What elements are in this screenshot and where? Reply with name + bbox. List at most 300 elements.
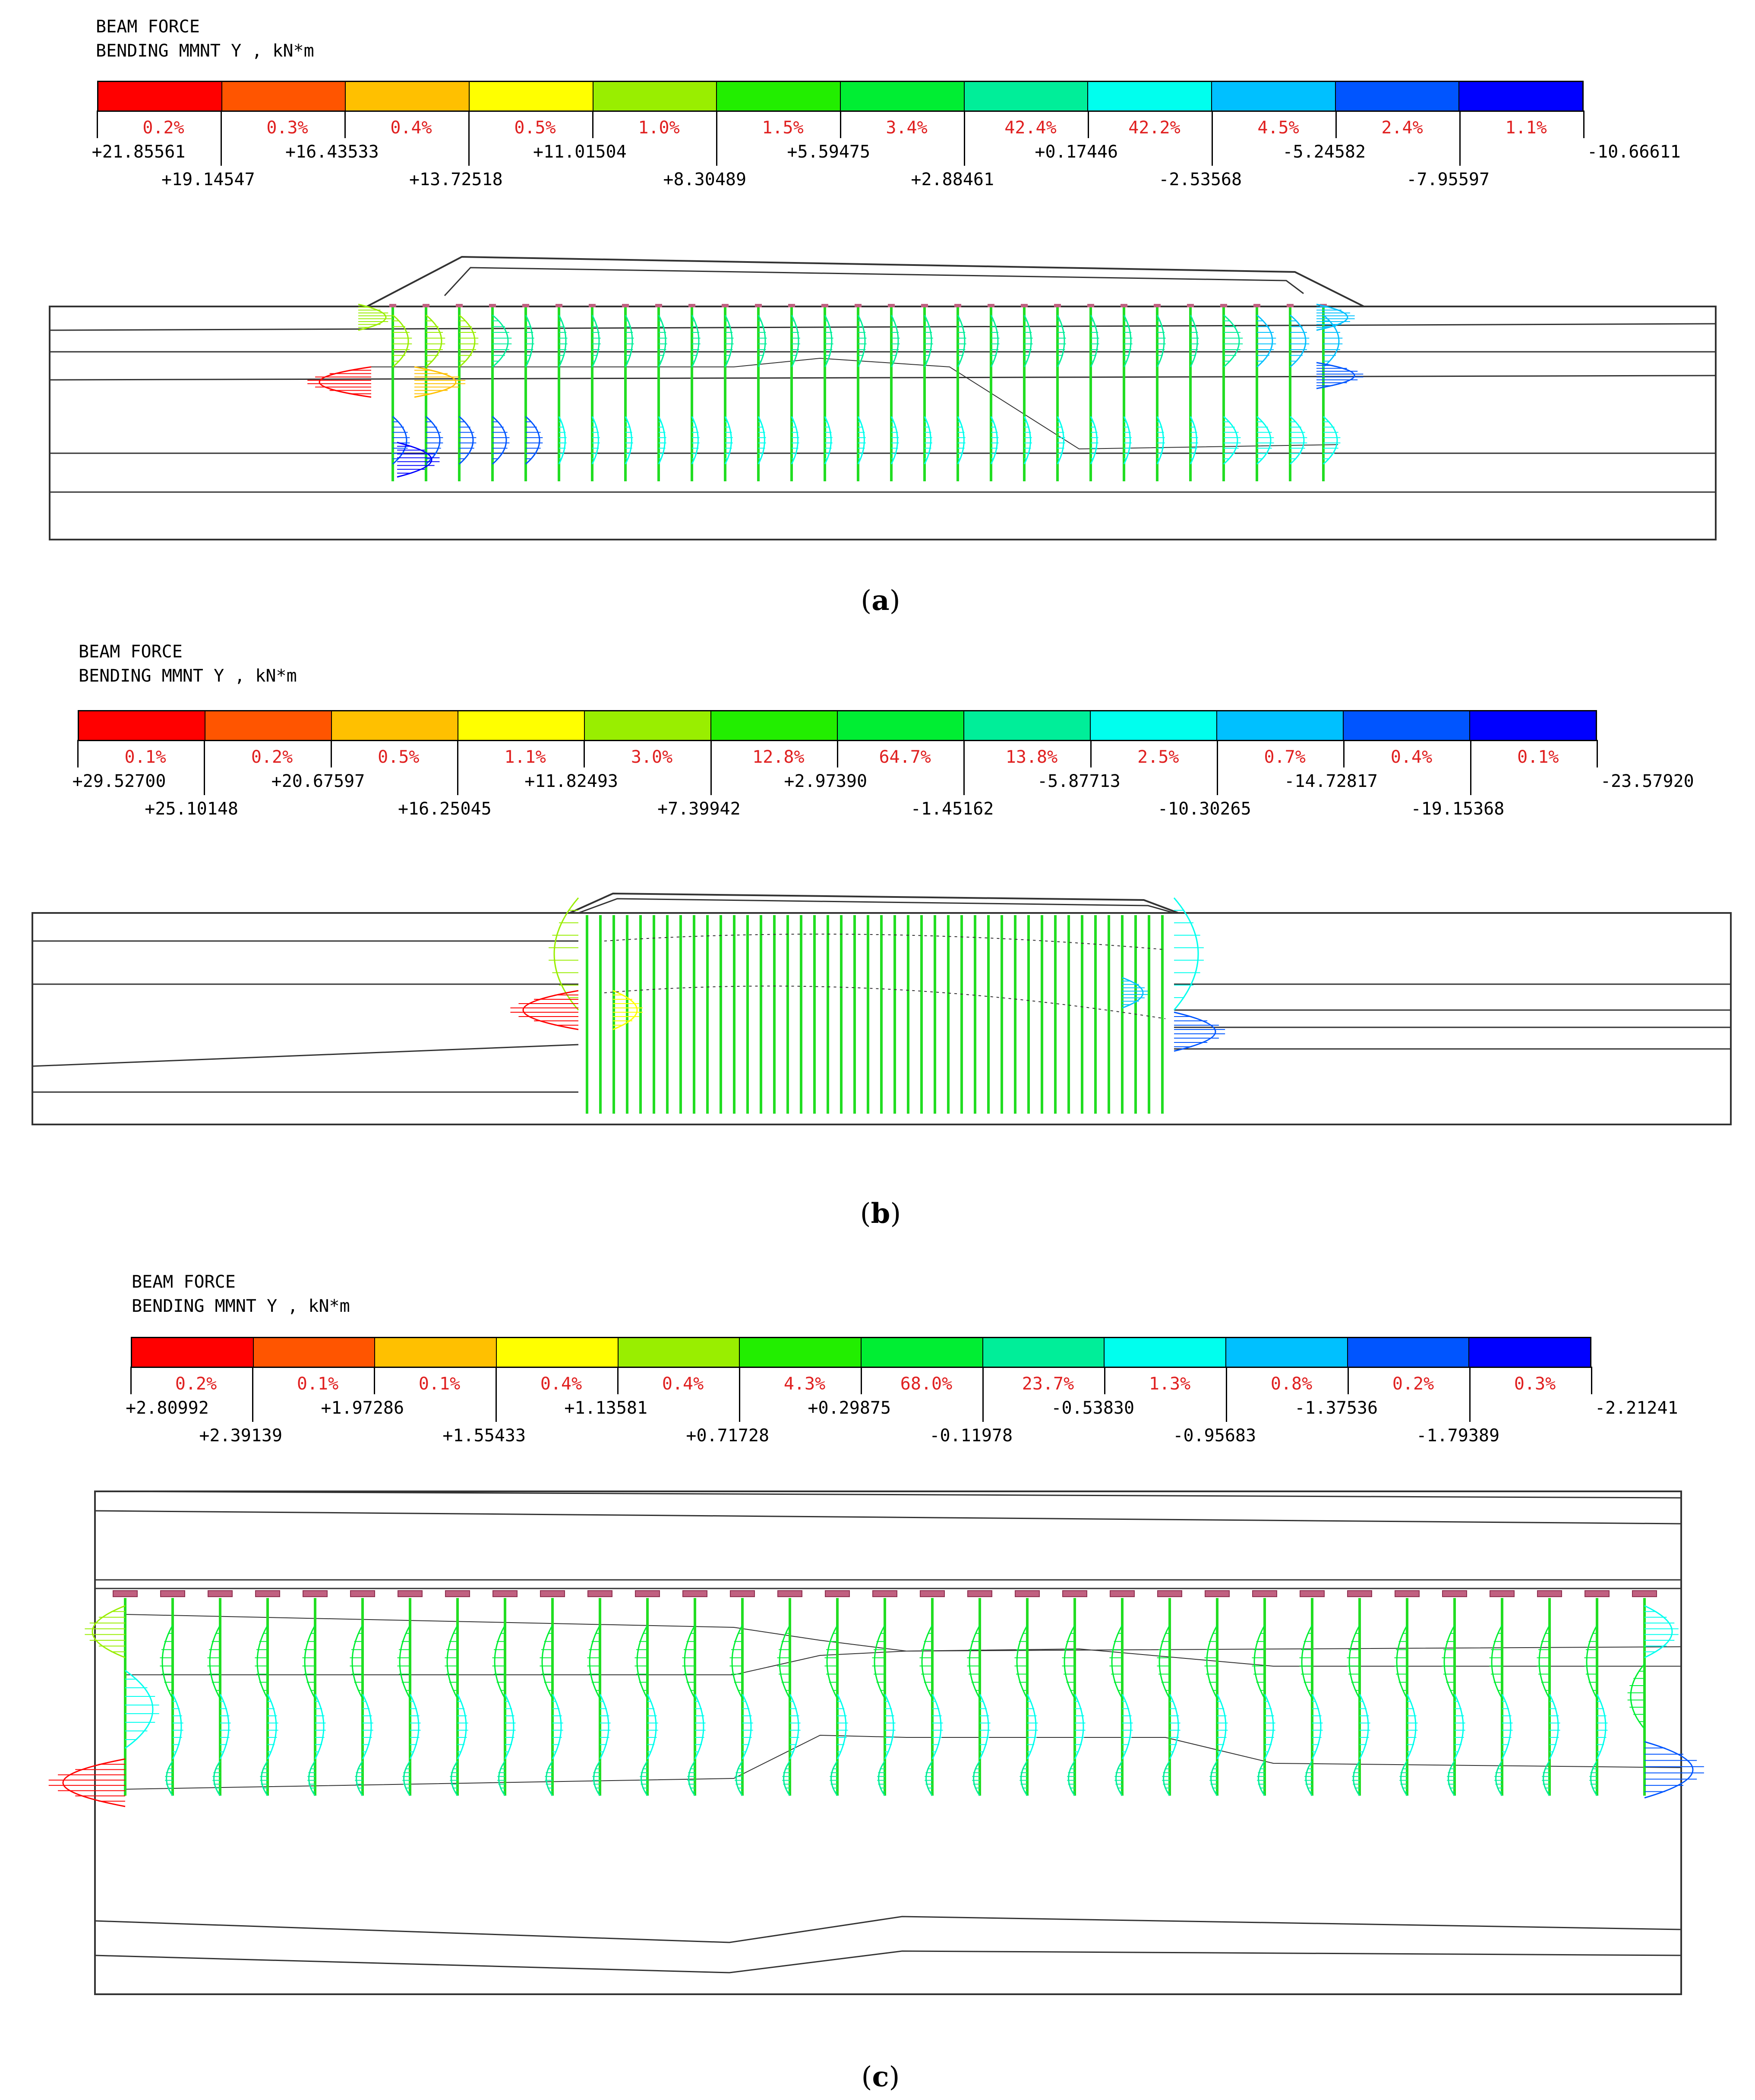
legend-color-3: [332, 711, 458, 740]
moment-lobe: [1174, 1012, 1215, 1051]
legend-percent-label: 0.4%: [390, 118, 432, 138]
legend-tick: [710, 740, 712, 795]
strut-node: [688, 304, 695, 307]
legend-percent-label: 1.1%: [1505, 118, 1547, 138]
strut-node: [389, 304, 396, 307]
legend-percent-label: 0.4%: [1390, 747, 1433, 767]
moment-lobe: [1254, 1625, 1265, 1699]
strut-node: [256, 1591, 280, 1597]
strut-node: [635, 1591, 660, 1597]
legend-color-10: [1217, 711, 1344, 740]
legend-percent-label: 2.5%: [1137, 747, 1179, 767]
moment-lobe: [459, 315, 475, 367]
legend-value-label: -10.30265: [1157, 799, 1251, 819]
strut-node: [722, 304, 729, 307]
legend-value-label: -19.15368: [1411, 799, 1505, 819]
legend-value-label: +20.67597: [271, 771, 365, 791]
legend-color-5: [585, 711, 711, 740]
strut-node: [1021, 304, 1028, 307]
legend-percent-label: 42.4%: [1004, 118, 1057, 138]
moment-lobe: [1159, 1625, 1170, 1699]
legend-tick: [1212, 111, 1213, 166]
moment-lobe: [125, 1671, 153, 1748]
color-legend-bar: [78, 710, 1597, 741]
moment-lobe: [92, 1606, 125, 1658]
moment-lobe: [319, 367, 371, 397]
moment-lobe: [590, 1625, 600, 1699]
inner-layer-line: [125, 1649, 1681, 1675]
strut-node: [968, 1591, 992, 1597]
legend-percent-label: 0.3%: [266, 118, 308, 138]
figure-caption: (b): [860, 1197, 901, 1230]
strut-node: [778, 1591, 802, 1597]
legend-color-11: [1348, 1338, 1470, 1367]
strut-node: [855, 304, 862, 307]
strut-node: [1287, 304, 1294, 307]
legend-color-1: [132, 1338, 254, 1367]
moment-lobe: [637, 1625, 647, 1699]
moment-lobe: [1290, 315, 1306, 367]
legend-color-1: [79, 711, 205, 740]
moment-lobe: [1257, 417, 1271, 464]
color-legend-bar: [97, 81, 1584, 112]
excavation-outline: [578, 899, 1174, 913]
legend-color-9: [1091, 711, 1217, 740]
legend-tick: [457, 740, 458, 795]
legend-percent-label: 0.4%: [540, 1374, 582, 1394]
legend-value-label: +0.71728: [686, 1426, 770, 1446]
strut-node: [445, 1591, 470, 1597]
legend-value-label: +5.59475: [787, 142, 871, 162]
moment-lobe: [1645, 1742, 1693, 1798]
legend-color-8: [983, 1338, 1105, 1367]
legend-percent-label: 64.7%: [879, 747, 931, 767]
legend-color-11: [1336, 82, 1460, 111]
legend-value-label: -14.72817: [1284, 771, 1378, 791]
strut-node: [540, 1591, 565, 1597]
strut-node: [493, 1591, 517, 1597]
legend-value-label: +19.14547: [161, 170, 255, 189]
moment-lobe: [1397, 1625, 1407, 1699]
legend-value-label: +2.80992: [126, 1398, 209, 1418]
strut-node: [873, 1591, 897, 1597]
legend-color-5: [619, 1338, 740, 1367]
legend-color-2: [205, 711, 332, 740]
legend-tick: [496, 1367, 497, 1422]
legend-percent-label: 0.5%: [514, 118, 556, 138]
legend-value-label: -7.95597: [1406, 170, 1490, 189]
legend-value-label: +7.39942: [657, 799, 741, 819]
legend-value-label: +1.55433: [442, 1426, 526, 1446]
moment-lobe: [1631, 1664, 1645, 1729]
moment-lobe: [495, 1625, 505, 1699]
legend-percent-label: 2.4%: [1381, 118, 1423, 138]
caption-letter: c: [872, 2061, 889, 2093]
strut-node: [1205, 1591, 1229, 1597]
moment-lobe: [969, 1625, 980, 1699]
legend-tick: [1090, 740, 1092, 767]
legend-color-12: [1469, 1338, 1590, 1367]
legend-color-7: [862, 1338, 983, 1367]
moment-lobe: [393, 417, 407, 464]
legend-value-label: +2.88461: [911, 170, 994, 189]
legend-value-label: -0.95683: [1173, 1426, 1256, 1446]
strut-node: [954, 304, 961, 307]
figure-caption: (a): [861, 584, 900, 617]
moment-lobe: [1492, 1625, 1502, 1699]
legend-value-label: -1.37536: [1294, 1398, 1378, 1418]
moment-lobe: [1323, 315, 1339, 367]
legend-percent-label: 0.1%: [297, 1374, 339, 1394]
legend-tick: [584, 740, 585, 767]
strut-node: [755, 304, 762, 307]
legend-tick: [344, 111, 346, 138]
moment-lobe: [874, 1625, 885, 1699]
legend-percent-label: 1.1%: [504, 747, 546, 767]
legend-tick: [617, 1367, 619, 1394]
strut-node: [1632, 1591, 1657, 1597]
legend-value-label: -1.79389: [1416, 1426, 1500, 1446]
strut-node: [1110, 1591, 1134, 1597]
legend-color-10: [1226, 1338, 1348, 1367]
strut-node: [1158, 1591, 1182, 1597]
moment-lobe: [1539, 1625, 1550, 1699]
legend-value-label: +2.97390: [784, 771, 868, 791]
strut-node: [303, 1591, 327, 1597]
legend-percent-label: 1.0%: [638, 118, 680, 138]
moment-lobe: [1316, 304, 1348, 330]
legend-tick: [1104, 1367, 1105, 1394]
strut-node: [1443, 1591, 1467, 1597]
legend-tick: [716, 111, 717, 166]
moment-lobe: [542, 1625, 552, 1699]
result-type-label: BEAM FORCE: [79, 642, 183, 662]
strut-node: [825, 1591, 849, 1597]
soil-layer-line: [95, 1917, 1681, 1942]
strut-node: [1395, 1591, 1419, 1597]
moment-lobe: [414, 367, 456, 397]
moment-lobe: [352, 1625, 363, 1699]
component-unit-label: BENDING MMNT Y , kN*m: [96, 41, 314, 61]
strut-node: [456, 304, 463, 307]
moment-lobe: [1224, 417, 1237, 464]
strut-node: [921, 304, 928, 307]
strut-node: [1054, 304, 1061, 307]
caption-letter: b: [871, 1197, 890, 1230]
strut-node: [1087, 304, 1094, 307]
moment-lobe: [1290, 417, 1304, 464]
legend-tick: [840, 111, 841, 138]
soil-boundary: [50, 306, 1716, 540]
legend-percent-label: 12.8%: [752, 747, 805, 767]
soil-layer-line: [32, 1045, 578, 1066]
legend-tick: [739, 1367, 740, 1422]
moment-lobe: [1323, 417, 1337, 464]
moment-lobe: [827, 1625, 837, 1699]
moment-lobe: [459, 417, 473, 464]
color-legend-bar: [131, 1337, 1591, 1368]
legend-color-11: [1344, 711, 1470, 740]
legend-color-8: [964, 711, 1091, 740]
legend-value-label: +8.30489: [663, 170, 747, 189]
legend-tick: [1469, 1367, 1471, 1422]
legend-percent-label: 1.3%: [1149, 1374, 1191, 1394]
component-unit-label: BENDING MMNT Y , kN*m: [79, 666, 297, 686]
excavation-outline: [570, 894, 1178, 913]
moment-lobe: [257, 1625, 268, 1699]
soil-layer-line: [95, 1491, 1681, 1498]
moment-lobe: [1349, 1625, 1360, 1699]
moment-lobe: [685, 1625, 695, 1699]
legend-color-12: [1470, 711, 1596, 740]
strut-node: [730, 1591, 754, 1597]
moment-lobe: [1645, 1606, 1672, 1658]
strut-node: [161, 1591, 185, 1597]
legend-tick: [221, 111, 222, 166]
legend-tick: [1583, 111, 1585, 138]
moment-lobe: [1207, 1625, 1217, 1699]
legend-percent-label: 4.3%: [783, 1374, 826, 1394]
legend-value-label: -0.53830: [1051, 1398, 1135, 1418]
moment-lobe: [523, 991, 578, 1029]
moment-lobe: [1302, 1625, 1312, 1699]
legend-color-4: [470, 82, 593, 111]
legend-percent-label: 0.1%: [418, 1374, 461, 1394]
legend-value-label: +11.01504: [533, 142, 627, 162]
moment-lobe: [393, 315, 408, 367]
legend-percent-label: 0.2%: [142, 118, 184, 138]
moment-lobe: [1122, 978, 1143, 1008]
legend-value-label: +1.97286: [321, 1398, 404, 1418]
legend-color-7: [841, 82, 965, 111]
legend-percent-label: 23.7%: [1022, 1374, 1074, 1394]
legend-tick: [964, 111, 965, 166]
legend-value-label: -10.66611: [1587, 142, 1681, 162]
beam-force-diagram: [0, 863, 1755, 1174]
legend-percent-label: 0.1%: [1517, 747, 1559, 767]
legend-color-6: [717, 82, 841, 111]
moment-lobe: [1064, 1625, 1075, 1699]
moment-lobe: [526, 417, 540, 464]
legend-percent-label: 68.0%: [900, 1374, 953, 1394]
legend-percent-label: 4.5%: [1257, 118, 1299, 138]
strut-node: [1300, 1591, 1324, 1597]
strut-node: [1187, 304, 1194, 307]
beam-force-diagram: [0, 242, 1755, 553]
strut-node: [1490, 1591, 1514, 1597]
legend-percent-label: 0.4%: [662, 1374, 704, 1394]
moment-lobe: [447, 1625, 458, 1699]
legend-tick: [468, 111, 470, 166]
legend-color-6: [740, 1338, 862, 1367]
moment-lobe: [492, 315, 508, 367]
legend-value-label: -2.53568: [1158, 170, 1242, 189]
strut-node: [350, 1591, 375, 1597]
legend-value-label: +25.10148: [145, 799, 239, 819]
moment-lobe: [1587, 1625, 1597, 1699]
moment-lobe: [780, 1625, 790, 1699]
legend-percent-label: 3.0%: [631, 747, 673, 767]
legend-tick: [1348, 1367, 1349, 1394]
legend-percent-label: 13.8%: [1005, 747, 1058, 767]
legend-tick: [130, 1367, 132, 1394]
legend-percent-label: 0.2%: [1392, 1374, 1434, 1394]
strut-node: [522, 304, 529, 307]
moment-lobe: [1224, 315, 1239, 367]
legend-tick: [1226, 1367, 1227, 1422]
strut-node: [1015, 1591, 1039, 1597]
strut-node: [556, 304, 562, 307]
legend-percent-label: 42.2%: [1128, 118, 1181, 138]
legend-percent-label: 0.8%: [1270, 1374, 1313, 1394]
legend-percent-label: 0.5%: [378, 747, 420, 767]
strut-node: [1063, 1591, 1087, 1597]
strut-node: [1220, 304, 1227, 307]
legend-tick: [97, 111, 98, 138]
legend-tick: [204, 740, 205, 795]
strut-node: [788, 304, 795, 307]
legend-color-5: [593, 82, 717, 111]
moment-lobe: [305, 1625, 315, 1699]
excavation-outline: [367, 257, 1364, 306]
moment-lobe: [613, 991, 637, 1029]
strut-node: [398, 1591, 422, 1597]
strut-node: [1348, 1591, 1372, 1597]
legend-percent-label: 0.3%: [1514, 1374, 1556, 1394]
inner-layer-line: [125, 1735, 1681, 1789]
figure-caption: (c): [861, 2061, 900, 2093]
legend-color-7: [838, 711, 964, 740]
moment-lobe: [1017, 1625, 1027, 1699]
legend-percent-label: 1.5%: [762, 118, 804, 138]
moment-lobe: [358, 304, 386, 330]
legend-tick: [1470, 740, 1471, 795]
result-type-label: BEAM FORCE: [96, 17, 200, 37]
soil-layer-line: [95, 1511, 1681, 1524]
legend-tick: [1217, 740, 1218, 795]
soil-layer-line: [50, 324, 1716, 330]
panel-b: [0, 622, 1755, 1235]
legend-percent-label: 0.7%: [1264, 747, 1306, 767]
strut-node: [655, 304, 662, 307]
strut-node: [1537, 1591, 1562, 1597]
legend-tick: [374, 1367, 375, 1394]
inner-layer-line: [371, 358, 1338, 449]
moment-lobe: [400, 1625, 410, 1699]
beam-force-diagram: [0, 1485, 1755, 2046]
legend-value-label: +21.85561: [92, 142, 186, 162]
strut-node: [208, 1591, 232, 1597]
legend-percent-label: 3.4%: [886, 118, 928, 138]
legend-tick: [837, 740, 838, 767]
legend-color-3: [375, 1338, 497, 1367]
strut-node: [1253, 1591, 1277, 1597]
moment-lobe: [210, 1625, 220, 1699]
moment-lobe: [492, 417, 506, 464]
panel-a: [0, 0, 1755, 617]
legend-value-label: -1.45162: [910, 799, 994, 819]
legend-color-2: [222, 82, 346, 111]
legend-value-label: -23.57920: [1600, 771, 1694, 791]
legend-percent-label: 0.1%: [124, 747, 166, 767]
moment-lobe: [1257, 315, 1272, 367]
legend-tick: [1343, 740, 1345, 767]
moment-lobe: [922, 1625, 932, 1699]
moment-lobe: [426, 417, 440, 464]
strut-node: [622, 304, 629, 307]
legend-tick: [77, 740, 79, 767]
strut-node: [1253, 304, 1260, 307]
legend-color-8: [965, 82, 1089, 111]
caption-letter: a: [871, 584, 890, 617]
moment-lobe: [162, 1625, 173, 1699]
strut-node: [1121, 304, 1127, 307]
legend-color-3: [346, 82, 470, 111]
legend-value-label: +11.82493: [524, 771, 619, 791]
legend-value-label: +0.17446: [1035, 142, 1118, 162]
legend-value-label: -2.21241: [1595, 1398, 1678, 1418]
legend-value-label: +0.29875: [808, 1398, 891, 1418]
result-type-label: BEAM FORCE: [132, 1272, 236, 1292]
legend-percent-label: 0.2%: [251, 747, 293, 767]
strut-node: [821, 304, 828, 307]
component-unit-label: BENDING MMNT Y , kN*m: [132, 1296, 350, 1316]
legend-tick: [1335, 111, 1337, 138]
legend-value-label: -0.11978: [929, 1426, 1013, 1446]
legend-value-label: +2.39139: [199, 1426, 283, 1446]
legend-tick: [963, 740, 965, 795]
moment-lobe: [1444, 1625, 1455, 1699]
legend-tick: [1459, 111, 1461, 166]
moment-lobe: [1112, 1625, 1122, 1699]
legend-color-9: [1088, 82, 1212, 111]
legend-tick: [252, 1367, 253, 1422]
legend-tick: [1591, 1367, 1592, 1394]
legend-value-label: +13.72518: [409, 170, 503, 189]
strut-node: [423, 304, 429, 307]
legend-tick: [1088, 111, 1089, 138]
legend-color-9: [1105, 1338, 1226, 1367]
moment-lobe: [426, 315, 442, 367]
strut-node: [588, 1591, 612, 1597]
legend-tick: [861, 1367, 862, 1394]
strut-node: [988, 304, 994, 307]
strut-node: [683, 1591, 707, 1597]
legend-tick: [1597, 740, 1598, 767]
moment-lobe: [732, 1625, 742, 1699]
strut-node: [920, 1591, 944, 1597]
legend-color-1: [98, 82, 222, 111]
legend-color-4: [458, 711, 585, 740]
legend-color-6: [711, 711, 838, 740]
strut-node: [1585, 1591, 1609, 1597]
legend-tick: [592, 111, 593, 138]
moment-lobe: [1174, 898, 1198, 1010]
legend-value-label: +29.52700: [72, 771, 166, 791]
legend-color-10: [1212, 82, 1336, 111]
legend-value-label: +16.25045: [398, 799, 492, 819]
legend-value-label: -5.24582: [1282, 142, 1366, 162]
strut-node: [888, 304, 895, 307]
legend-color-12: [1459, 82, 1582, 111]
strut-node: [589, 304, 596, 307]
excavation-outline: [445, 268, 1304, 296]
legend-percent-label: 0.2%: [175, 1374, 217, 1394]
legend-value-label: -5.87713: [1037, 771, 1121, 791]
legend-tick: [331, 740, 332, 767]
soil-layer-line: [50, 376, 1716, 380]
strut-node: [1154, 304, 1161, 307]
